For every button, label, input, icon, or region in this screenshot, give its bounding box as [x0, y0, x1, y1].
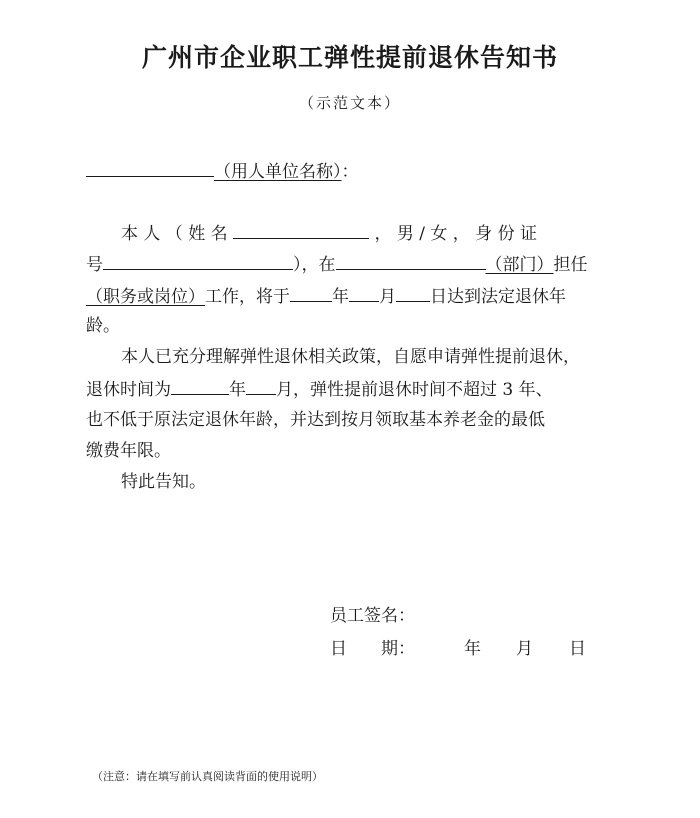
retire-month-blank[interactable] [349, 283, 379, 302]
department-blank[interactable] [336, 251, 486, 270]
serve-as-label: 担任 [553, 255, 588, 275]
para2-line1: 本人已充分理解弹性退休相关政策，自愿申请弹性提前退休， [121, 347, 580, 367]
position-label: （职务或岗位） [86, 287, 205, 307]
in-label: ），在 [293, 255, 336, 275]
signature-label: 员工签名： [330, 606, 415, 626]
department-label: （部门） [485, 255, 554, 275]
para2-line3: 也不低于原法定退休年龄，并达到按月领取基本养老金的最低 [86, 410, 545, 430]
id-number-blank[interactable] [103, 251, 293, 270]
sig-month-label: 月 [516, 639, 533, 659]
retire-day-blank[interactable] [396, 283, 430, 302]
employer-name-blank[interactable] [86, 158, 214, 177]
sig-day-label: 日 [569, 639, 586, 659]
legal-retire-label: 日达到法定退休年 [430, 287, 566, 307]
work-will-label: 工作，将于 [205, 287, 290, 307]
date-label: 日 期： [330, 639, 415, 659]
document-title: 广州市企业职工弹性提前退休告知书 [141, 43, 558, 72]
year-label-2: 年 [229, 380, 246, 400]
closing-text: 特此告知。 [121, 472, 206, 492]
para1-line3 [86, 283, 566, 309]
para1-line1 [121, 220, 537, 246]
retire-time-label: 退休时间为 [86, 380, 171, 400]
early-retire-year-blank[interactable] [171, 376, 229, 395]
footnote: （注意：请在填写前认真阅读背面的使用说明） [92, 770, 323, 783]
employer-name-label: （用人单位名称） [214, 162, 342, 182]
name-blank[interactable] [233, 220, 369, 239]
id-number-label: 号 [86, 255, 103, 275]
year-label: 年 [332, 287, 349, 307]
document-subtitle: （示范文本） [298, 94, 401, 112]
name-label: 本 人 （ 姓 名 [121, 224, 228, 244]
addressee-colon: ： [341, 162, 359, 182]
early-retire-text: 月，弹性提前退休时间不超过 3 年、 [276, 380, 553, 400]
early-retire-month-blank[interactable] [246, 376, 276, 395]
addressee-line [86, 158, 359, 184]
para2-line4: 缴费年限。 [86, 441, 171, 461]
month-label: 月 [379, 287, 396, 307]
para1-line4: 龄。 [86, 316, 120, 336]
para1-line2 [86, 251, 588, 277]
para2-line2 [86, 376, 553, 402]
retire-year-blank[interactable] [290, 283, 332, 302]
sig-year-label: 年 [464, 639, 481, 659]
gender-id-label: ， 男 / 女 ， 身 份 证 [374, 224, 537, 244]
